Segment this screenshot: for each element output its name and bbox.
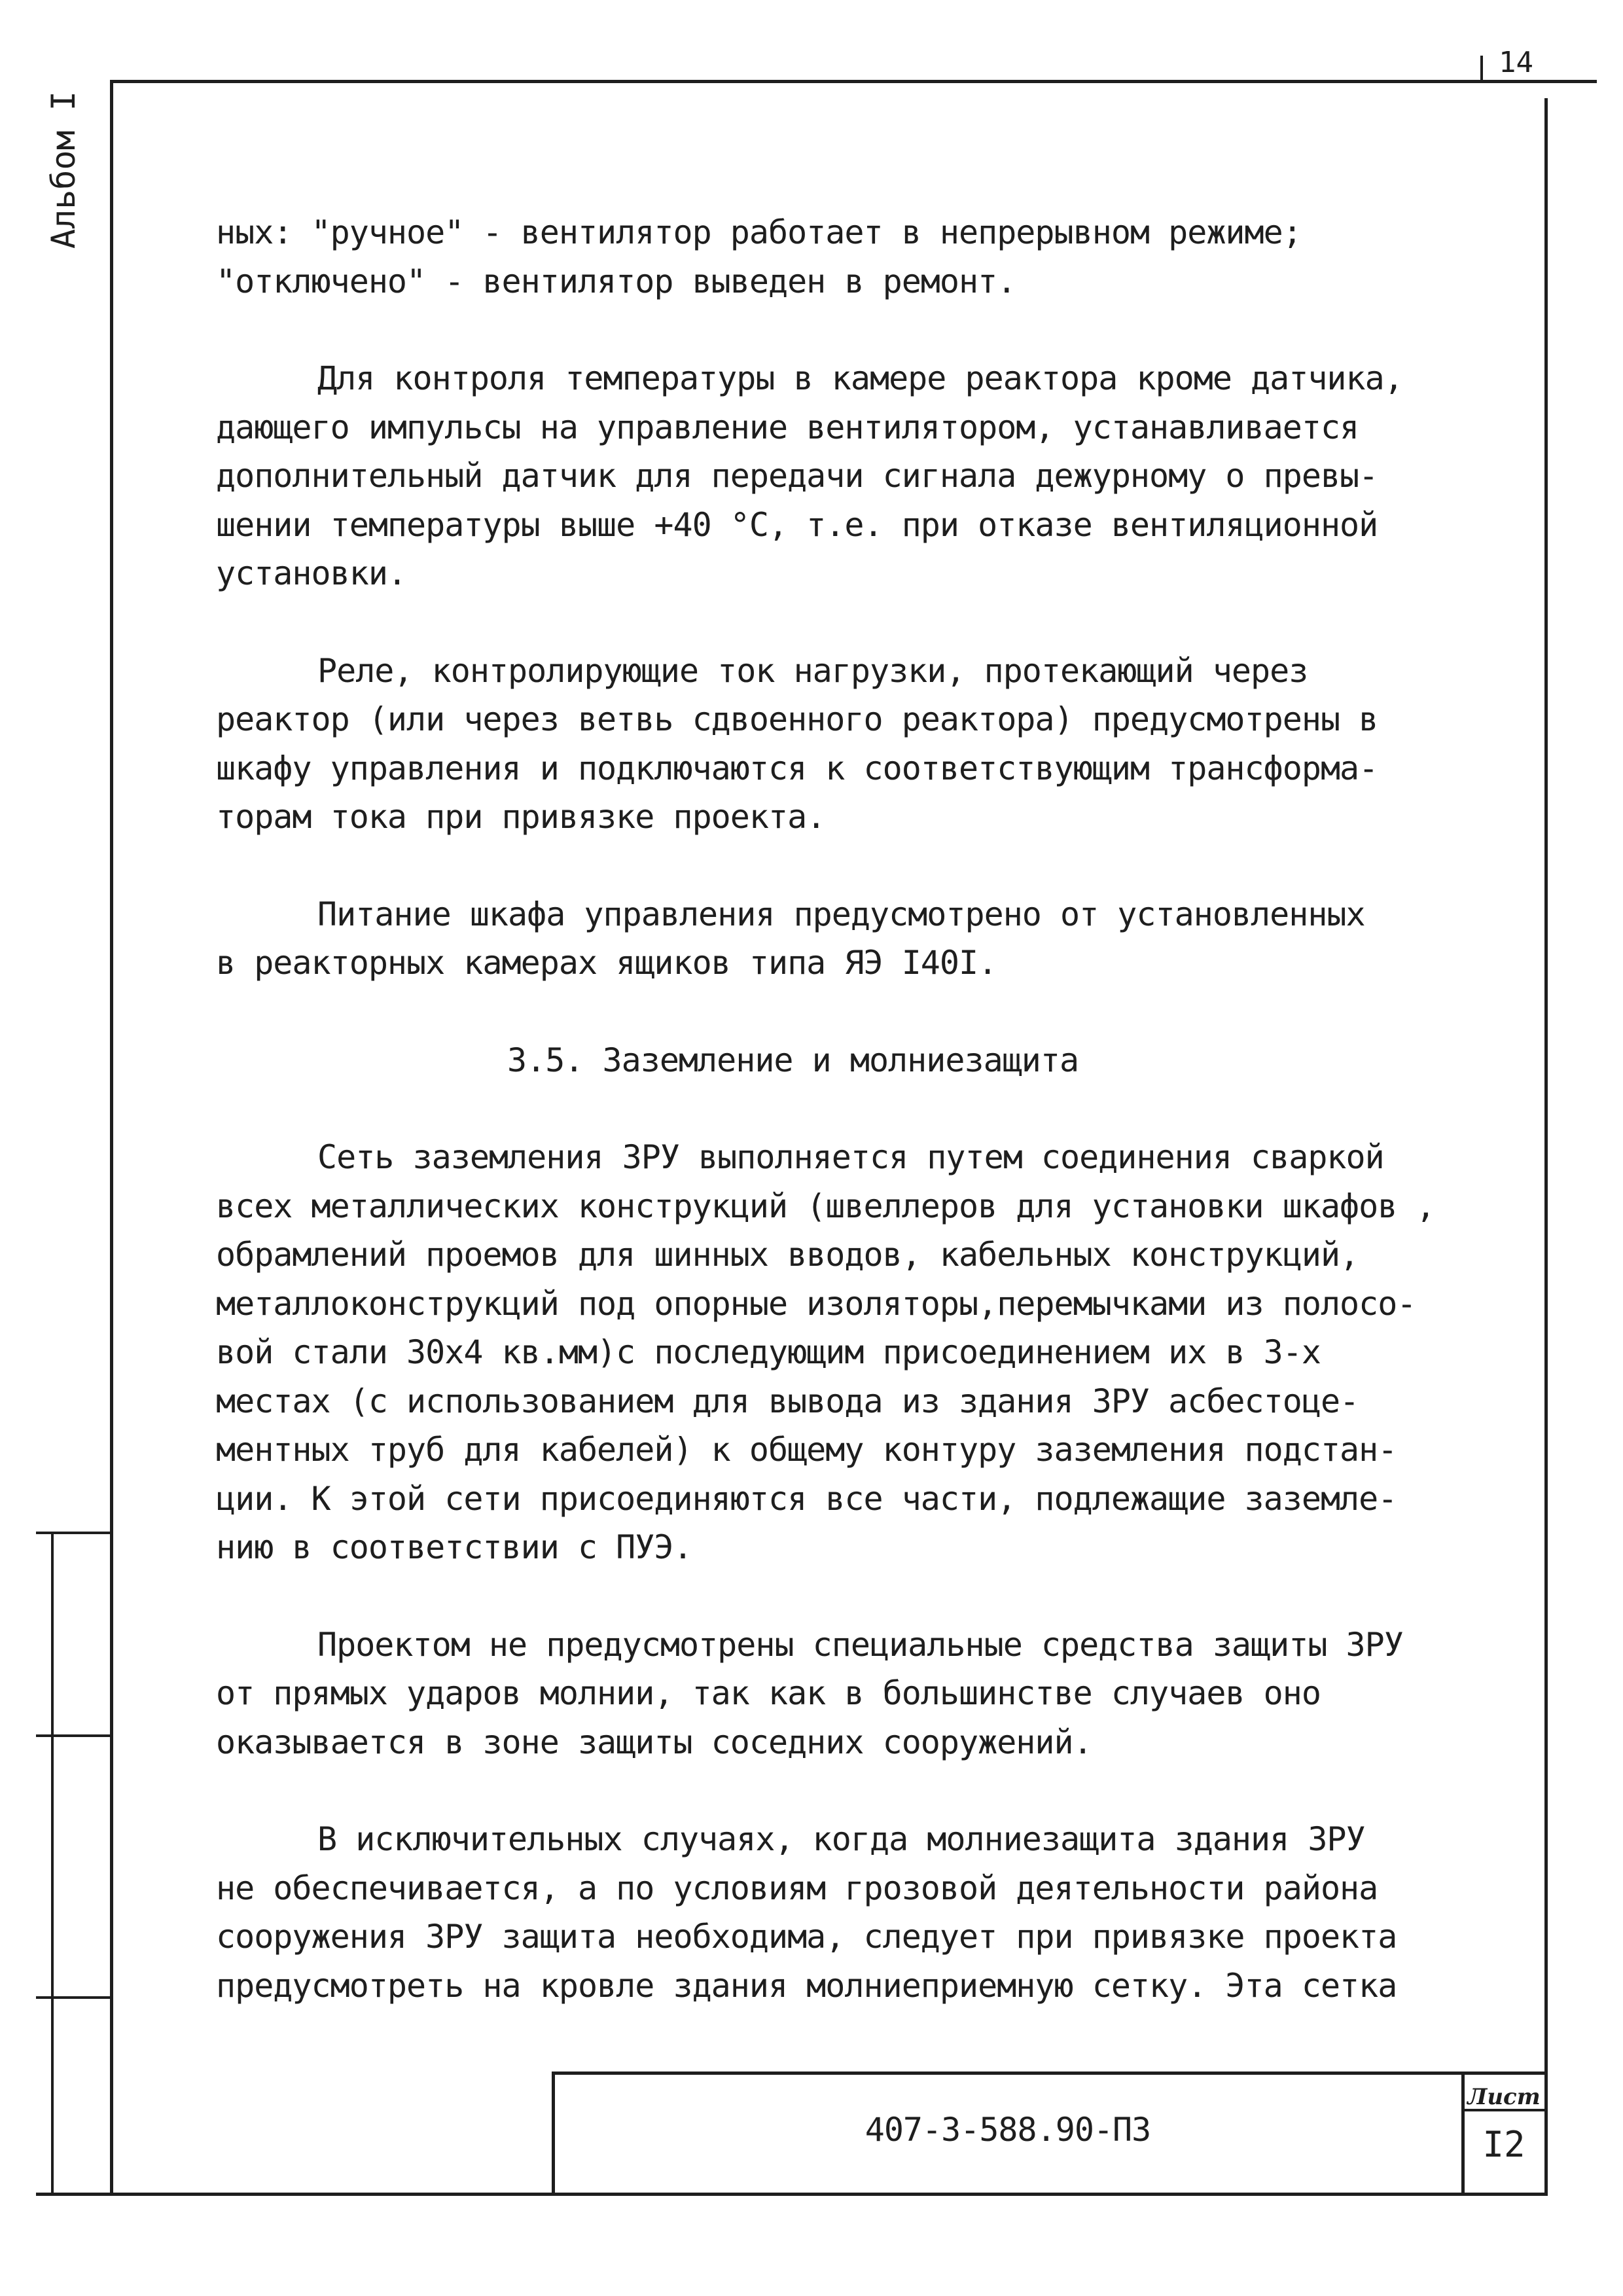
text-line: Реле, контролирующие ток нагрузки, протекающий через [317, 651, 1308, 690]
frame-top-border [111, 80, 1597, 83]
section-heading: 3.5. Заземление и молниезащита [507, 1041, 1079, 1079]
body-text [216, 208, 1518, 2010]
title-block-top [553, 2072, 1548, 2075]
text-line: ментных труб для кабелей) к общему контуру заземления подстан- [216, 1431, 1397, 1469]
text-line: реактор (или через ветвь сдвоенного реактора) предусмотрены в [216, 700, 1378, 738]
top-sheet-number: 14 [1499, 46, 1533, 79]
text-line: Сеть заземления ЗРУ выполняется путем соединения сваркой [317, 1138, 1384, 1176]
text-line: шкафу управления и подключаются к соответствующим трансформа- [216, 749, 1378, 787]
text-line: предусмотреть на кровле здания молниеприемную сетку. Эта сетка [216, 1966, 1397, 2005]
text-line: В исключительных случаях, когда молниезащита здания ЗРУ [317, 1820, 1365, 1858]
text-line: ции. К этой сети присоединяются все части, подлежащие заземле- [216, 1479, 1397, 1518]
text-line: дающего импульсы на управление вентилятором, устанавливается [216, 408, 1359, 446]
album-label: Альбом I [45, 91, 82, 249]
text-line: от прямых ударов молнии, так как в большинстве случаев оно [216, 1674, 1321, 1712]
text-line: шении температуры выше +40 °С, т.е. при отказе вентиляционной [216, 505, 1378, 544]
margin-strip-vertical [51, 1532, 54, 2196]
blank-line [216, 1572, 1518, 1621]
blank-line [216, 842, 1518, 890]
frame-right-border [1544, 98, 1548, 2196]
blank-line [216, 988, 1518, 1036]
text-line: местах (с использованием для вывода из здания ЗРУ асбестоце- [216, 1382, 1359, 1420]
text-line: Для контроля температуры в камере реактора кроме датчика, [317, 359, 1403, 397]
blank-line [216, 306, 1518, 354]
margin-strip-line [36, 1734, 111, 1737]
title-block-left [552, 2072, 555, 2196]
text-line: всех металлических конструкций (швеллеров для установки шкафов , [216, 1187, 1435, 1225]
sheet-label: Лист [1467, 2084, 1541, 2110]
text-line: торам тока при привязке проекта. [216, 798, 826, 836]
text-line: вой стали 30х4 кв.мм)с последующим присоединением их в 3-х [216, 1333, 1321, 1371]
margin-strip-line [36, 1532, 111, 1534]
text-line: Проектом не предусмотрены специальные средства защиты ЗРУ [317, 1625, 1403, 1664]
text-line: оказывается в зоне защиты соседних сооружений. [216, 1723, 1092, 1761]
margin-strip-line [36, 1996, 111, 1999]
corner-tick [1480, 56, 1483, 83]
blank-line [216, 1085, 1518, 1133]
text-line: в реакторных камерах ящиков типа ЯЭ I40I. [216, 944, 997, 982]
frame-left-border [110, 80, 113, 2196]
text-line: установки. [216, 554, 407, 592]
text-line: нию в соответствии с ПУЭ. [216, 1528, 692, 1566]
blank-line [216, 598, 1518, 647]
text-line: не обеспечивается, а по условиям грозовой деятельности района [216, 1869, 1378, 1907]
text-line: ных: "ручное" - вентилятор работает в непрерывном режиме; [216, 213, 1302, 251]
text-line: "отключено" - вентилятор выведен в ремонт. [216, 262, 1016, 300]
text-line: дополнительный датчик для передачи сигнала дежурному о превы- [216, 457, 1378, 495]
sheet-number: I2 [1482, 2124, 1525, 2165]
text-line: Питание шкафа управления предусмотрено от установленных [317, 895, 1365, 933]
frame-bottom-border [36, 2193, 1548, 2196]
text-line: сооружения ЗРУ защита необходима, следует при привязке проекта [216, 1918, 1397, 1956]
blank-line [216, 1767, 1518, 1815]
text-line: обрамлений проемов для шинных вводов, кабельных конструкций, [216, 1236, 1359, 1274]
document-code: 407-3-588.90-ПЗ [865, 2111, 1151, 2149]
text-line: металлоконструкций под опорные изоляторы,перемычками из полосо- [216, 1284, 1416, 1323]
